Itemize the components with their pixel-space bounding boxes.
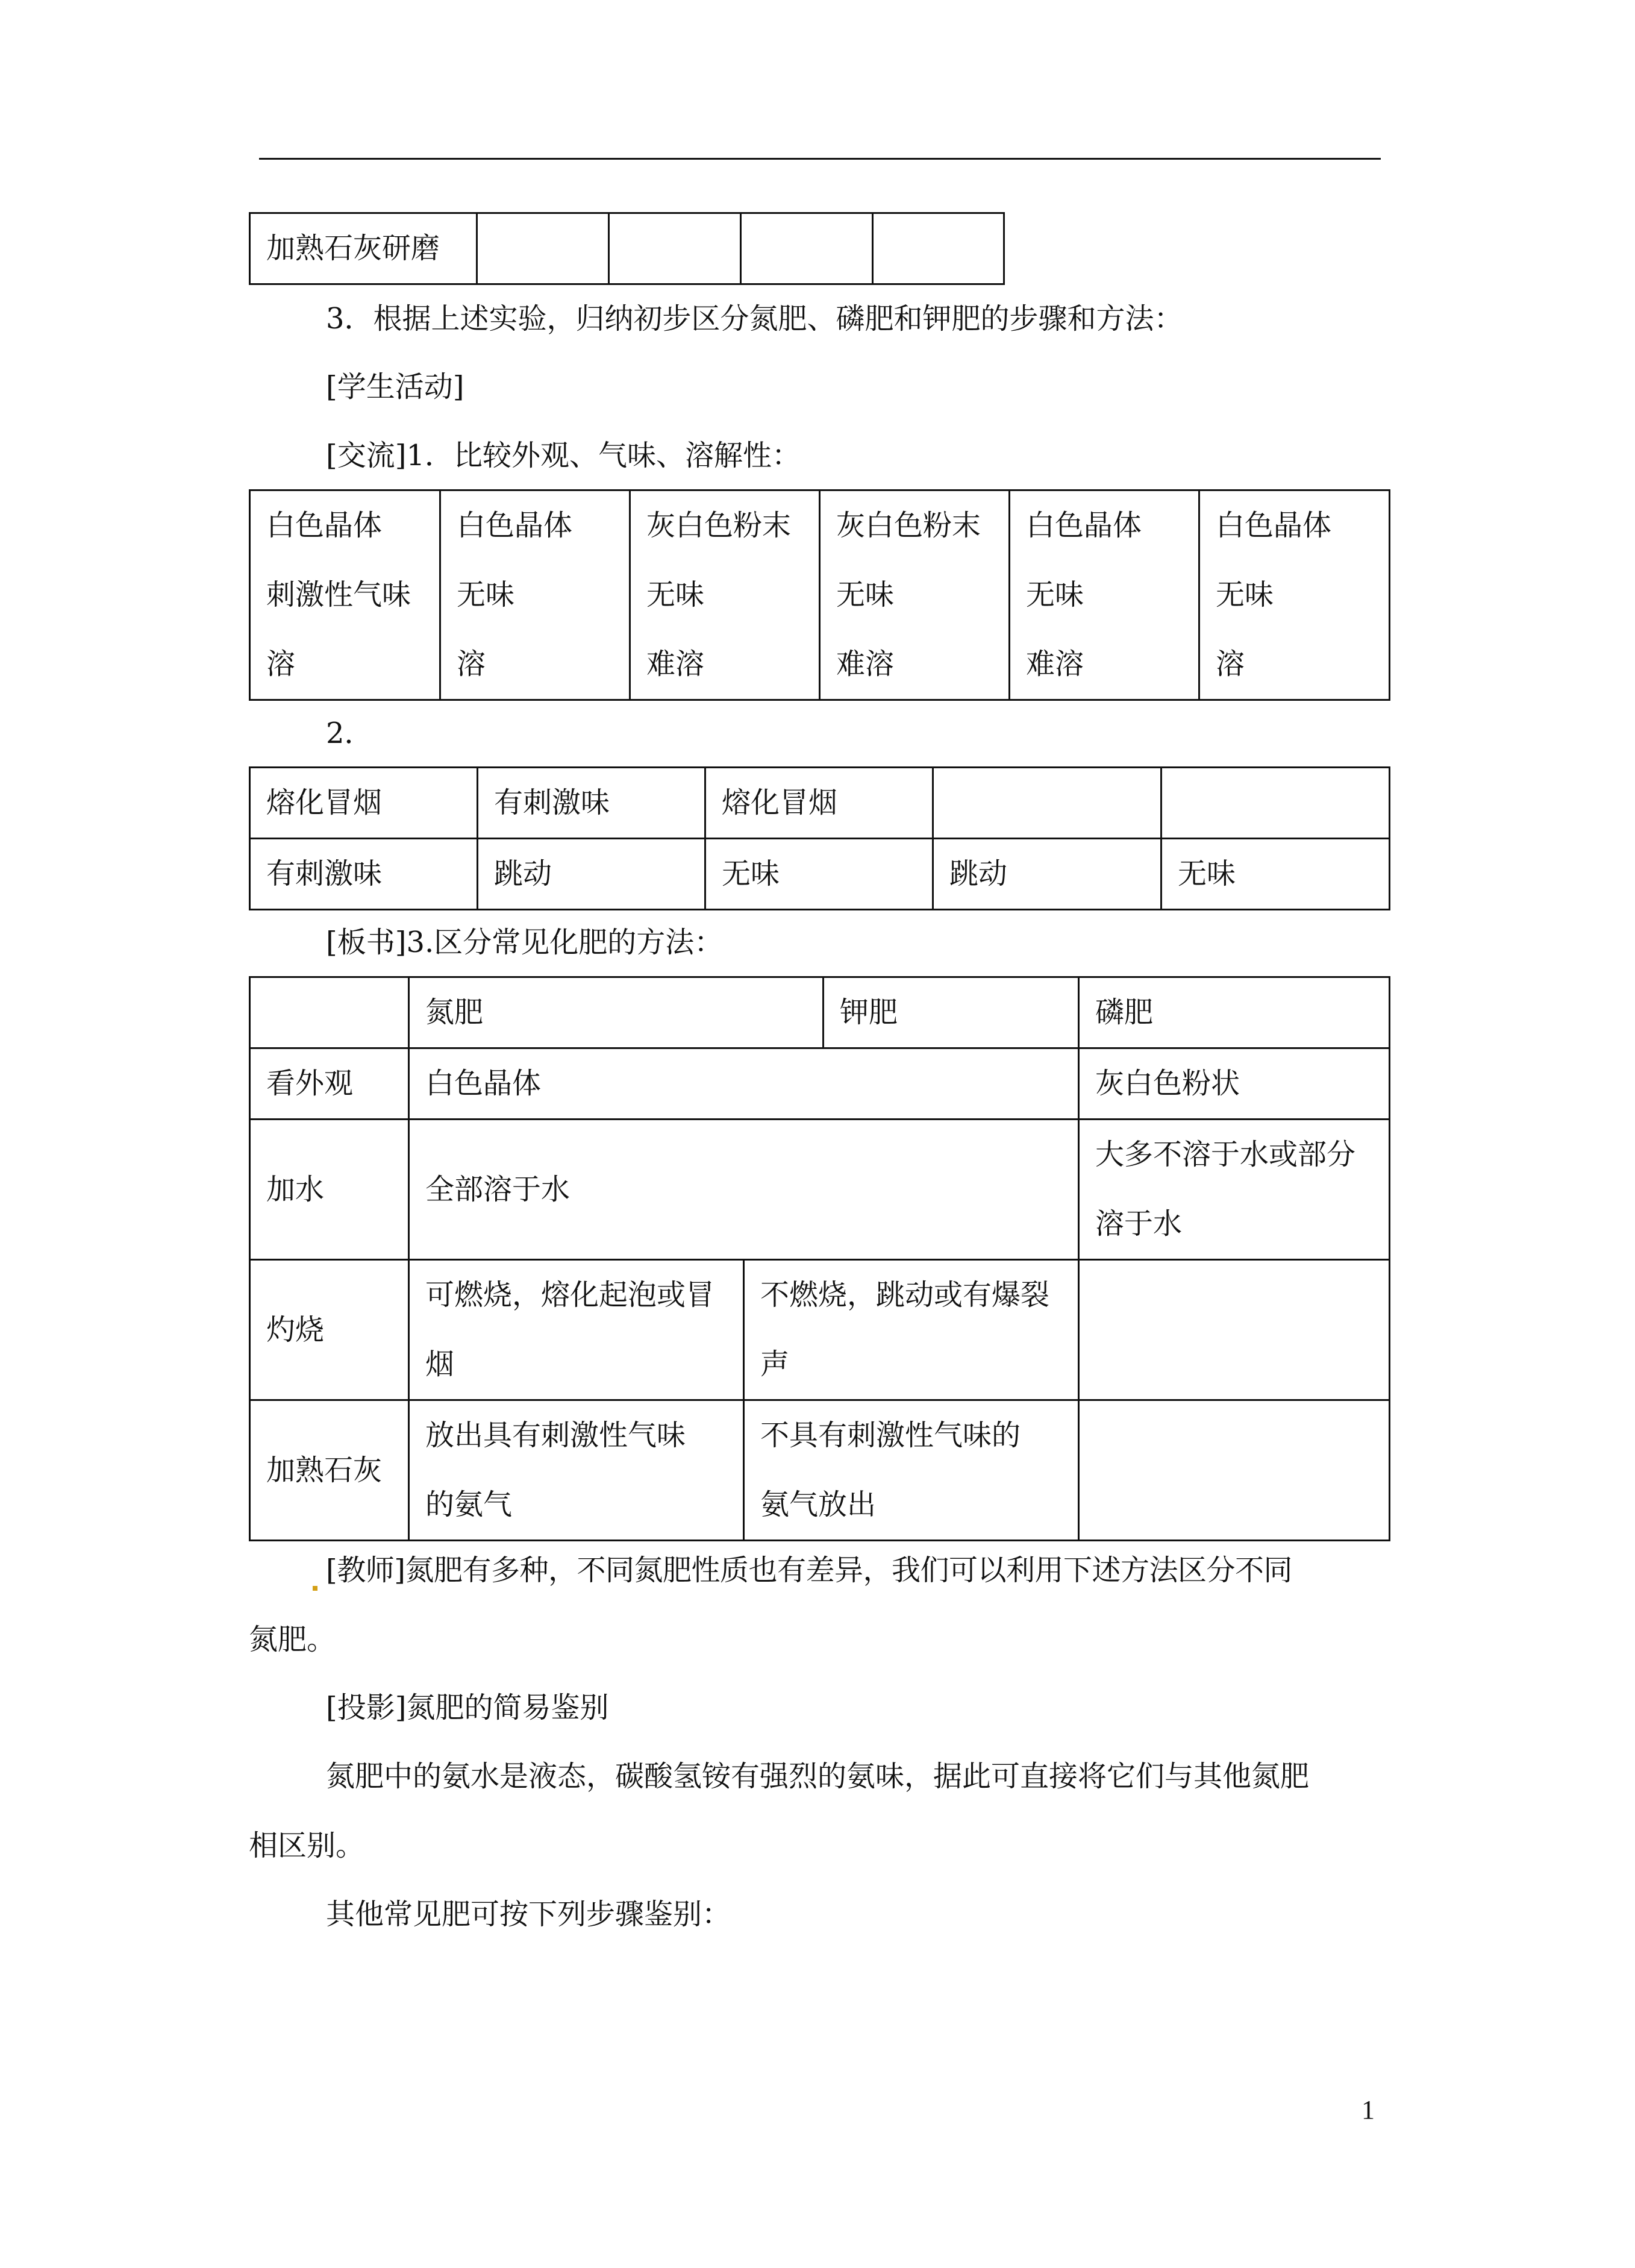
table-cell: [1199, 490, 1390, 700]
cell-line: 白色晶体: [1216, 509, 1332, 542]
cell-line: 刺激性气味: [266, 578, 411, 612]
table-header-phosphorus: 磷肥: [1079, 977, 1390, 1048]
table-cell: [741, 213, 873, 284]
cell-line: 灰白色粉末: [646, 509, 792, 542]
cell-line: 溶: [457, 647, 486, 681]
table-cell: 灰白色粉状: [1079, 1048, 1390, 1120]
cell-line: 溶: [266, 647, 296, 681]
table-cell: [409, 1260, 744, 1400]
table-appearance-smell-solubility: [249, 489, 1390, 701]
cell-line: 白色晶体: [457, 509, 573, 542]
header-rule: [259, 158, 1381, 160]
table-row-label: 看外观: [250, 1048, 409, 1120]
table-lime-grinding: [249, 212, 1005, 285]
paragraph-line: 其他常见肥可按下列步骤鉴别：: [326, 1897, 731, 1931]
cell-line: 不燃烧，跳动或有爆裂: [760, 1278, 1050, 1312]
table-cell: 熔化冒烟: [705, 768, 933, 839]
table-cell: [630, 490, 820, 700]
table-cell: [250, 490, 440, 700]
table-cell: 全部溶于水: [409, 1120, 1079, 1260]
cell-line: 不具有刺激性气味的: [760, 1418, 1021, 1452]
cell-line: 灰白色粉末: [836, 509, 981, 542]
cell-line: 溶于水: [1095, 1207, 1183, 1241]
table-cell: 白色晶体: [409, 1048, 1079, 1120]
table-row-label: 灼烧: [250, 1260, 409, 1400]
table-cell: [744, 1400, 1079, 1541]
table-cell: [609, 213, 741, 284]
table-cell: [477, 213, 609, 284]
table-cell: 无味: [705, 839, 933, 910]
table-cell: 有刺激味: [478, 768, 705, 839]
table-row-label: 加熟石灰: [250, 1400, 409, 1541]
table-cell: 有刺激味: [250, 839, 478, 910]
cell-line: 大多不溶于水或部分: [1095, 1138, 1356, 1171]
table-cell: [409, 1400, 744, 1541]
table-cell: [440, 490, 630, 700]
student-activity-heading: [学生活动]: [326, 370, 464, 404]
table-cell: [1079, 1260, 1390, 1400]
table-cell: 加熟石灰研磨: [250, 213, 477, 284]
paragraph-line: 氮肥中的氨水是液态，碳酸氢铵有强烈的氨味，据此可直接将它们与其他氮肥: [326, 1759, 1310, 1793]
cell-line: 无味: [1216, 578, 1274, 612]
exchange-heading: [交流]1．比较外观、气味、溶解性：: [326, 439, 801, 472]
table-cell: [1161, 768, 1390, 839]
cell-line: 无味: [836, 578, 895, 612]
cell-line: 难溶: [1026, 647, 1084, 681]
table-cell: [250, 977, 409, 1048]
table-cell: 熔化冒烟: [250, 768, 478, 839]
teacher-paragraph-line2: 氮肥。: [249, 1623, 336, 1656]
table-burning: [249, 766, 1390, 910]
cell-line: 白色晶体: [266, 509, 383, 542]
cell-line: 烟: [425, 1347, 455, 1381]
table-fertilizer-methods: [249, 976, 1390, 1541]
cell-line: 难溶: [646, 647, 705, 681]
cell-line: 的氨气: [425, 1488, 513, 1521]
table-cell: [1010, 490, 1199, 700]
cell-line: 白色晶体: [1026, 509, 1142, 542]
item2-label: 2．: [326, 716, 374, 750]
board-heading: [板书]3.区分常见化肥的方法：: [326, 926, 724, 959]
cell-line: 无味: [457, 578, 515, 612]
projection-heading: [投影]氮肥的简易鉴别: [326, 1691, 609, 1724]
table-cell: 跳动: [478, 839, 705, 910]
cell-line: 氨气放出: [760, 1488, 877, 1521]
cell-line: 无味: [646, 578, 705, 612]
cell-line: 溶: [1216, 647, 1245, 681]
table-cell: 跳动: [933, 839, 1161, 910]
edit-mark: [313, 1586, 317, 1591]
table-cell: [744, 1260, 1079, 1400]
step3-paragraph: 3．根据上述实验，归纳初步区分氮肥、磷肥和钾肥的步骤和方法：: [326, 302, 1183, 336]
page-number: 1: [1361, 2095, 1375, 2125]
table-header-nitrogen: 氮肥: [409, 977, 824, 1048]
cell-line: 无味: [1026, 578, 1084, 612]
table-row-label: 加水: [250, 1120, 409, 1260]
table-cell: [820, 490, 1010, 700]
cell-line: 声: [760, 1347, 790, 1381]
table-cell: [873, 213, 1004, 284]
table-cell: [933, 768, 1161, 839]
cell-line: 难溶: [836, 647, 895, 681]
table-cell: [1079, 1400, 1390, 1541]
cell-line: 可燃烧，熔化起泡或冒: [425, 1278, 715, 1312]
teacher-paragraph-line1: [教师]氮肥有多种，不同氮肥性质也有差异，我们可以利用下述方法区分不同: [326, 1553, 1292, 1587]
table-cell: [1079, 1120, 1390, 1260]
cell-line: 放出具有刺激性气味: [425, 1418, 686, 1452]
paragraph-line: 相区别。: [249, 1829, 365, 1862]
table-header-potassium: 钾肥: [824, 977, 1079, 1048]
table-cell: 无味: [1161, 839, 1390, 910]
